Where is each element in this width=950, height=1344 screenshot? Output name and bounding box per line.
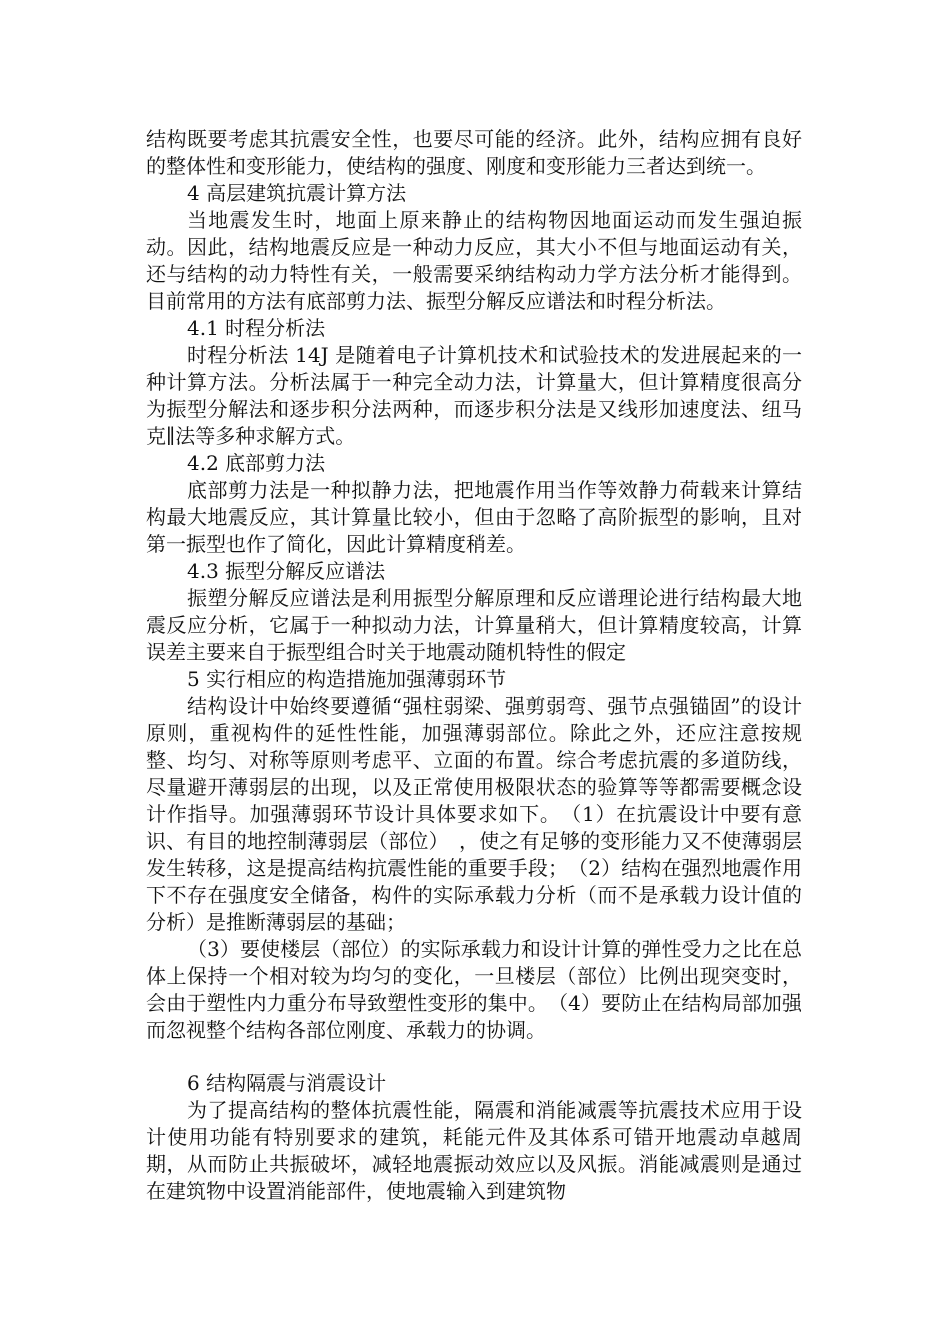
paragraph-section-5: 结构设计中始终要遵循“强柱弱梁、强剪弱弯、强节点强锚固”的设计原则，重视构件的延性性能，加强薄弱部位。除此之外，还应注意按规整、均匀、对称等原则考虑平、立面的布置。综合考虑抗震的多道防线，尽量避开薄弱层的出现，以及正常使用极限状态的验算等等都需要概念设计作指导。加强薄弱环节设计具体要求如下。 （1）在抗震设计中要有意识、有目的地控制薄弱层（部位） ，使之有足够的变形能力又不使薄弱层发生转移，这是提高结构抗震性能的重要手段； （2）结构在强烈地震作用下不存在强度安全储备，构件的实际承载力分析（而不是承载力设计值的分析）是推断薄弱层的基础；: [146, 694, 802, 934]
heading-section-4-2: 4.2 底部剪力法: [187, 451, 326, 475]
heading-section-4-1: 4.1 时程分析法: [187, 316, 326, 340]
paragraph-section-5-item-3: （3）要使楼层（部位）的实际承载力和设计计算的弹性受力之比在总体上保持一个相对较为均匀的变化，一旦楼层（部位）比例出现突变时，会由于塑性内力重分布导致塑性变形的集中。 （4）要防止在结构局部加强而忽视整个结构各部位刚度、承载力的协调。: [146, 937, 802, 1042]
heading-section-5: 5 实行相应的构造措施加强薄弱环节: [187, 667, 507, 691]
heading-section-4-3: 4.3 振型分解反应谱法: [187, 559, 386, 583]
paragraph-section-4-1: 时程分析法 14J 是随着电子计算机技术和试验技术的发进展起来的一种计算方法。分析法属于一种完全动力法，计算量大，但计算精度很高分为振型分解法和逐步积分法两种，而逐步积分法是又线形加速度法、纽马克∥法等多种求解方式。: [146, 343, 802, 448]
heading-section-4: 4 高层建筑抗震计算方法: [187, 181, 407, 205]
paragraph-section-6: 为了提高结构的整体抗震性能，隔震和消能减震等抗震技术应用于设计使用功能有特别要求的建筑，耗能元件及其体系可错开地震动卓越周期，从而防止共振破坏，减轻地震振动效应以及风振。消能减震则是通过在建筑物中设置消能部件，使地震输入到建筑物: [146, 1098, 802, 1203]
paragraph-section-4: 当地震发生时，地面上原来静止的结构物因地面运动而发生强迫振动。因此，结构地震反应是一种动力反应，其大小不但与地面运动有关，还与结构的动力特性有关，一般需要采纳结构动力学方法分析才能得到。目前常用的方法有底部剪力法、振型分解反应谱法和时程分析法。: [146, 208, 802, 313]
paragraph-section-4-2: 底部剪力法是一种拟静力法，把地震作用当作等效静力荷载来计算结构最大地震反应，其计算量比较小，但由于忽略了高阶振型的影响，且对第一振型也作了简化，因此计算精度稍差。: [146, 478, 802, 556]
document-body: [146, 126, 802, 1205]
paragraph-section-4-3: 振塑分解反应谱法是利用振型分解原理和反应谱理论进行结构最大地震反应分析，它属于一种拟动力法，计算量稍大，但计算精度较高，计算误差主要来自于振型组合时关于地震动随机特性的假定: [146, 586, 802, 664]
heading-section-6: 6 结构隔震与消震设计: [187, 1071, 387, 1095]
paragraph-spacer: [146, 1044, 802, 1070]
paragraph-intro: 结构既要考虑其抗震安全性，也要尽可能的经济。此外，结构应拥有良好的整体性和变形能力，使结构的强度、刚度和变形能力三者达到统一。: [146, 127, 802, 178]
